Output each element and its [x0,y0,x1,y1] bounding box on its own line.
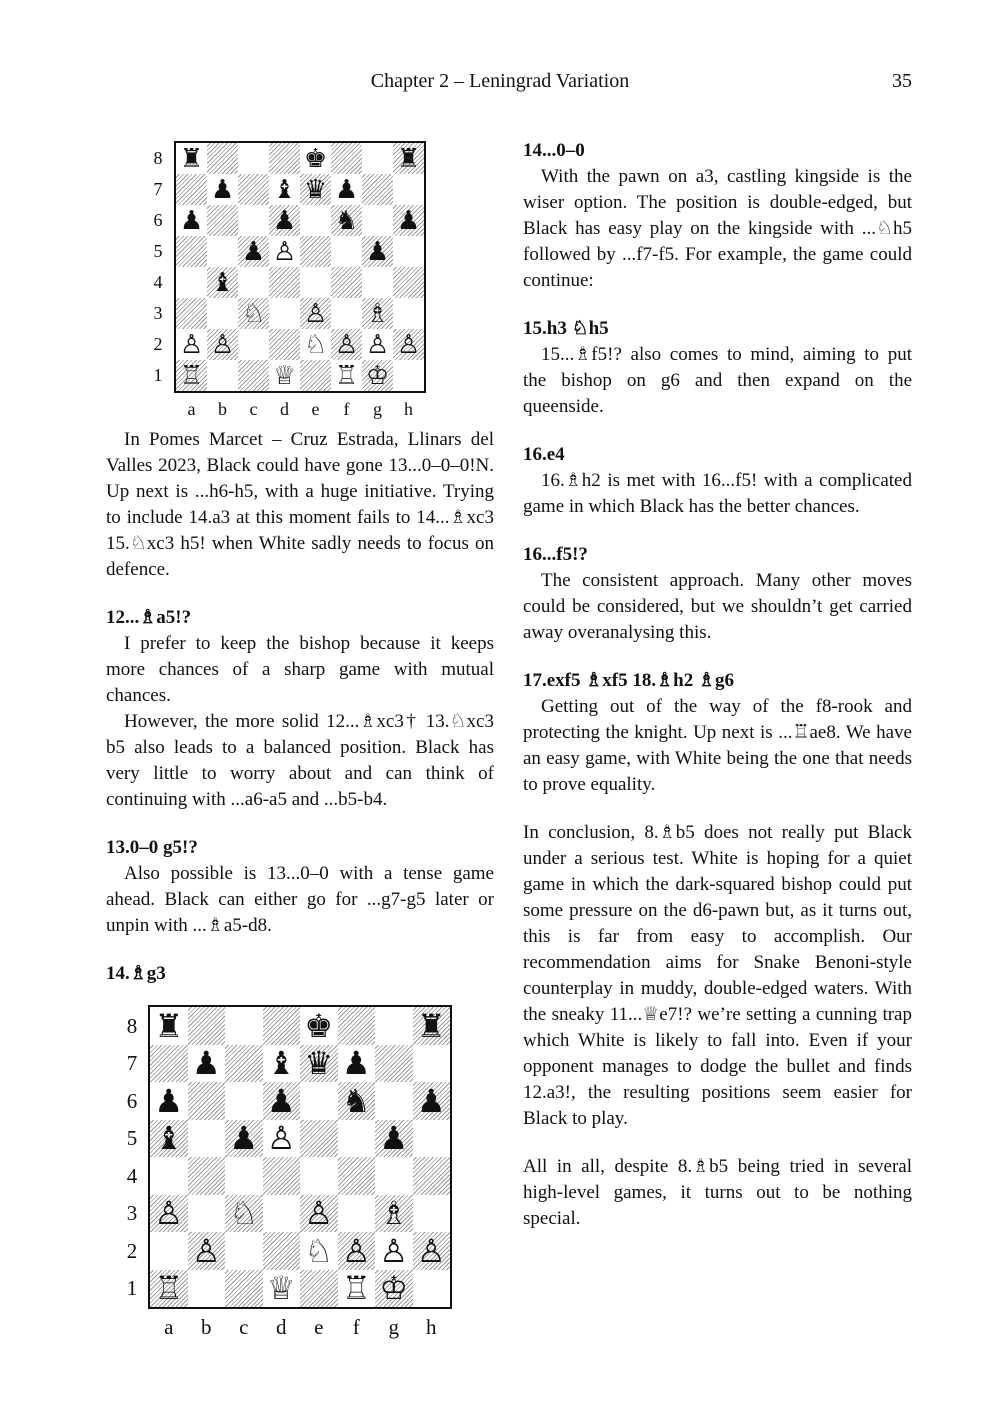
black-pawn-icon: ♟ [229,1119,259,1158]
square-d3 [269,298,300,329]
chessboard [148,1005,452,1309]
page-number: 35 [892,70,912,92]
square-b8 [188,1007,226,1045]
black-pawn-icon: ♟ [154,1081,184,1120]
black-pawn-icon: ♟ [334,174,359,205]
chess-diagram-1 [140,140,440,425]
square-f4 [338,1157,376,1195]
paragraph: In Pomes Marcet – Cruz Estrada, Llinars del Valles 2023, Black could have gone 13...0–0–0!N. Up next is ...h6-h5, with a huge initiative. Trying to include 14.a3 at this moment fails to 14...♗xc3 15.♘xc3 h5! when White sadly needs to focus on defence. [106,429,494,580]
paragraph: In conclusion, 8.♗b5 does not really put Black under a serious test. White is hoping for a quiet game in which the dark-squared bishop could put some pressure on the d6-pawn but, as it turns out, this is far from easy to accomplish. Our recommendation aims for Snake Benoni-style counterplay in muddy, double-edged waters. With the sneaky 11...♕e7!? we’re setting a cunning trap which White is likely to fall into. Even if your opponent manages to dodge the bullet and finds 12.a3!, the resulting positions seem easier for Black to play. [523,822,912,1129]
paragraph: 16.♗h2 is met with 16...f5! with a complicated game in which Black has the better chances. [523,470,912,517]
rank-label: 7 [126,1051,138,1076]
square-a2 [150,1232,188,1270]
white-knight-icon: ♘ [229,1194,259,1233]
move-heading: 13.0–0 g5!? [106,837,198,858]
square-b6 [188,1082,226,1120]
square-e1 [300,1270,338,1308]
square-g6 [375,1082,413,1120]
square-h7 [393,174,424,205]
white-pawn-icon: ♙ [416,1231,446,1270]
square-c4 [238,267,269,298]
black-pawn-icon: ♟ [179,205,204,236]
black-pawn-icon: ♟ [396,205,421,236]
white-pawn-icon: ♙ [334,329,359,360]
black-pawn-icon: ♟ [241,236,266,267]
rank-label: 8 [153,148,163,169]
file-label: g [388,1315,399,1339]
running-title: Chapter 2 – Leningrad Variation [370,70,630,92]
square-d8 [263,1007,301,1045]
square-a4 [150,1157,188,1195]
rank-label: 5 [153,241,163,262]
file-label: h [426,1315,437,1339]
rank-label: 6 [126,1088,138,1113]
black-pawn-icon: ♟ [365,236,390,267]
square-g8 [362,143,393,174]
square-c7 [238,174,269,205]
file-label: f [352,1315,360,1339]
square-b3 [207,298,238,329]
square-b3 [188,1195,226,1233]
square-e6 [300,205,331,236]
square-h1 [413,1270,451,1308]
square-b5 [207,236,238,267]
file-label: h [404,399,413,419]
square-h3 [393,298,424,329]
square-c2 [225,1232,263,1270]
square-f4 [331,267,362,298]
chessboard [174,141,426,393]
paragraph: All in all, despite 8.♗b5 being tried in several high-level games, it turns out to be nothing special. [523,1156,912,1229]
file-label: d [276,1315,287,1339]
rank-label: 3 [153,303,163,324]
square-h4 [393,267,424,298]
rank-label: 2 [153,334,163,355]
white-pawn-icon: ♙ [154,1194,184,1233]
black-bishop-icon: ♝ [210,267,235,298]
paragraph: Getting out of the way of the f8-rook and protecting the knight. Up next is ...♖ae8. We have an easy game, with White being the one that needs to prove equality. [523,696,912,795]
white-queen-icon: ♕ [272,360,297,391]
paragraph: However, the more solid 12...♗xc3† 13.♘xc3 b5 also leads to a balanced position. Black has very little to worry about and can think of continuing with ...a6-a5 and ...b5-b4. [106,711,494,810]
file-label: e [314,1315,324,1339]
white-pawn-icon: ♙ [210,329,235,360]
white-king-icon: ♔ [379,1269,409,1308]
file-label: f [343,399,350,419]
square-d4 [263,1157,301,1195]
page-header [0,70,1000,100]
white-bishop-icon: ♗ [379,1194,409,1233]
black-knight-icon: ♞ [334,205,359,236]
square-g7 [375,1045,413,1083]
white-bishop-icon: ♗ [365,298,390,329]
square-h4 [413,1157,451,1195]
white-queen-icon: ♕ [266,1269,296,1308]
file-label: a [164,1315,174,1339]
square-b6 [207,205,238,236]
square-h5 [413,1120,451,1158]
white-pawn-icon: ♙ [191,1231,221,1270]
square-c6 [225,1082,263,1120]
rank-label: 2 [126,1238,138,1263]
square-d2 [269,329,300,360]
move-heading: 12...♗a5!? [106,607,192,628]
square-a4 [176,267,207,298]
white-knight-icon: ♘ [303,329,328,360]
white-pawn-icon: ♙ [304,1194,334,1233]
move-heading: 14...0–0 [523,140,585,161]
square-f3 [338,1195,376,1233]
black-queen-icon: ♛ [304,1044,334,1083]
file-label: c [239,1315,249,1339]
white-king-icon: ♔ [365,360,390,391]
square-h5 [393,236,424,267]
black-bishop-icon: ♝ [154,1119,184,1158]
square-e5 [300,236,331,267]
black-rook-icon: ♜ [416,1006,446,1045]
move-heading: 15.h3 ♘h5 [523,318,609,339]
file-label: b [218,399,227,419]
black-pawn-icon: ♟ [341,1044,371,1083]
rank-label: 6 [153,210,163,231]
black-pawn-icon: ♟ [272,205,297,236]
black-rook-icon: ♜ [154,1006,184,1045]
square-c8 [225,1007,263,1045]
white-pawn-icon: ♙ [266,1119,296,1158]
file-label: b [201,1315,212,1339]
chess-diagram-2 [110,1003,460,1348]
square-a7 [150,1045,188,1083]
white-pawn-icon: ♙ [396,329,421,360]
square-f3 [331,298,362,329]
black-rook-icon: ♜ [179,143,204,174]
black-rook-icon: ♜ [396,143,421,174]
paragraph: The consistent approach. Many other moves could be considered, but we shouldn’t get carried away overanalysing this. [523,570,912,643]
square-d2 [263,1232,301,1270]
rank-label: 4 [126,1163,138,1188]
rank-label: 3 [126,1201,138,1226]
white-pawn-icon: ♙ [272,236,297,267]
black-queen-icon: ♛ [303,174,328,205]
square-c6 [238,205,269,236]
square-e4 [300,1157,338,1195]
square-d3 [263,1195,301,1233]
file-label: a [187,399,196,419]
paragraph: With the pawn on a3, castling kingside is the wiser option. The position is double-edged, but Black has easy play on the kingside with ...♘h5 followed by ...f7-f5. For example, the game could continue: [523,166,912,291]
white-pawn-icon: ♙ [303,298,328,329]
square-e6 [300,1082,338,1120]
square-d4 [269,267,300,298]
square-c1 [225,1270,263,1308]
square-b1 [207,360,238,391]
rank-label: 5 [126,1126,138,1151]
white-pawn-icon: ♙ [179,329,204,360]
square-b5 [188,1120,226,1158]
square-g8 [375,1007,413,1045]
left-column [106,427,494,987]
paragraph: Also possible is 13...0–0 with a tense game ahead. Black can either go for ...g7-g5 later or unpin with ...♗a5-d8. [106,863,494,936]
file-label: c [249,399,258,419]
square-f5 [331,236,362,267]
black-bishop-icon: ♝ [266,1044,296,1083]
black-knight-icon: ♞ [341,1081,371,1120]
square-f8 [331,143,362,174]
file-label: d [280,399,289,419]
move-heading: 14.♗g3 [106,963,166,984]
square-h1 [393,360,424,391]
file-label: g [373,399,382,419]
paragraph: I prefer to keep the bishop because it keeps more chances of a sharp game with mutual chances. [106,633,494,706]
file-label: e [311,399,320,419]
square-g6 [362,205,393,236]
black-bishop-icon: ♝ [272,174,297,205]
white-rook-icon: ♖ [179,360,204,391]
square-a3 [176,298,207,329]
rank-label: 4 [153,272,163,293]
move-heading: 16...f5!? [523,544,588,565]
rank-label: 1 [126,1276,138,1301]
white-pawn-icon: ♙ [379,1231,409,1270]
square-g4 [375,1157,413,1195]
black-pawn-icon: ♟ [266,1081,296,1120]
square-a5 [176,236,207,267]
white-pawn-icon: ♙ [341,1231,371,1270]
black-king-icon: ♚ [303,143,328,174]
rank-label: 8 [126,1013,138,1038]
square-a7 [176,174,207,205]
square-g4 [362,267,393,298]
square-h7 [413,1045,451,1083]
square-e5 [300,1120,338,1158]
square-c4 [225,1157,263,1195]
square-c1 [238,360,269,391]
black-pawn-icon: ♟ [416,1081,446,1120]
square-g7 [362,174,393,205]
paragraph: 15...♗f5!? also comes to mind, aiming to put the bishop on g6 and then expand on the queenside. [523,344,912,417]
white-rook-icon: ♖ [154,1269,184,1308]
square-b8 [207,143,238,174]
black-pawn-icon: ♟ [379,1119,409,1158]
square-f8 [338,1007,376,1045]
white-knight-icon: ♘ [241,298,266,329]
square-d8 [269,143,300,174]
black-pawn-icon: ♟ [210,174,235,205]
black-king-icon: ♚ [304,1006,334,1045]
square-f5 [338,1120,376,1158]
white-rook-icon: ♖ [334,360,359,391]
square-b1 [188,1270,226,1308]
white-knight-icon: ♘ [304,1231,334,1270]
move-heading: 17.exf5 ♗xf5 18.♗h2 ♗g6 [523,670,735,691]
white-rook-icon: ♖ [341,1269,371,1308]
black-pawn-icon: ♟ [191,1044,221,1083]
square-e1 [300,360,331,391]
square-e4 [300,267,331,298]
rank-label: 7 [153,179,163,200]
square-h3 [413,1195,451,1233]
square-c8 [238,143,269,174]
square-b4 [188,1157,226,1195]
rank-label: 1 [153,365,163,386]
white-pawn-icon: ♙ [365,329,390,360]
square-c2 [238,329,269,360]
right-column [523,138,912,1232]
square-c7 [225,1045,263,1083]
move-heading: 16.e4 [523,444,565,465]
